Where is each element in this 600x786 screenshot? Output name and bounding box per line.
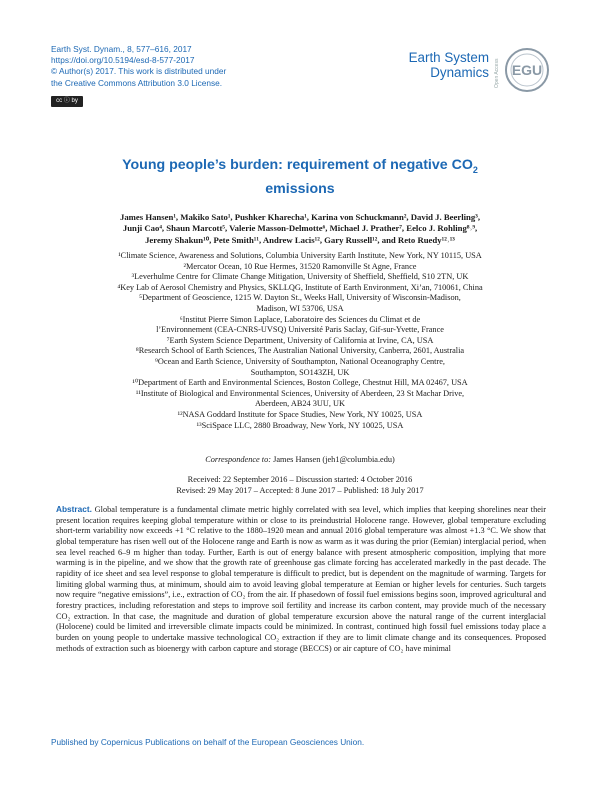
affiliation-line: ⁹Ocean and Earth Science, University of Southampton, National Oceanography Centre,: [155, 356, 445, 366]
author-line: James Hansen¹, Makiko Sato¹, Pushker Kharecha¹, Karina von Schuckmann², David J. Beerling³,: [119, 212, 480, 222]
affiliation-line: Madison, WI 53706, USA: [256, 303, 344, 313]
copyright-line: © Author(s) 2017. This work is distributed under: [51, 66, 227, 77]
affiliation-line: l’Environnement (CEA-CNRS-UVSQ) Université Paris Saclay, Gif-sur-Yvette, France: [156, 325, 444, 335]
journal-logo: [393, 40, 553, 102]
affiliation-line: ¹¹Institute of Biological and Environmental Sciences, University of Aberdeen, 23 St Machar Drive,: [135, 388, 465, 398]
egu-text: EGU: [511, 62, 543, 78]
affiliation-line: ¹²NASA Goddard Institute for Space Studies, New York, NY 10025, USA: [177, 409, 423, 419]
affiliation-line: ⁵Department of Geoscience, 1215 W. Dayton St., Weeks Hall, University of Wisconsin-Madison,: [139, 293, 461, 303]
publication-dates: [56, 475, 544, 496]
abstract: [56, 504, 546, 654]
article-header: [51, 44, 226, 89]
paper-title: Young people’s burden: requirement of negative $CO_2$ emissions: [122, 157, 478, 197]
affiliation-line: Southampton, SO143ZH, UK: [250, 367, 350, 377]
doi-link[interactable]: https://doi.org/10.5194/esd-8-577-2017: [51, 55, 195, 66]
author-line: Jeremy Shakun¹⁰, Pete Smith¹¹, Andrew Lacis¹², Gary Russell¹², and Reto Ruedy¹²˒¹³: [145, 234, 455, 245]
citation: Earth Syst. Dynam., 8, 577–616, 2017: [51, 44, 192, 54]
correspondence: [56, 455, 544, 464]
affiliation-line: ⁶Institut Pierre Simon Laplace, Laboratoire des Sciences du Climat et de: [179, 314, 421, 324]
affiliation-line: ⁷Earth System Science Department, University of California at Irvine, CA, USA: [166, 335, 434, 345]
dates-line: Received: 22 September 2016 – Discussion started: 4 October 2016: [187, 475, 413, 484]
correspondence-email[interactable]: James Hansen (jeh1@columbia.edu): [273, 455, 395, 464]
publisher-footer: Published by Copernicus Publications on behalf of the European Geosciences Union.: [51, 737, 365, 747]
affiliations: [56, 251, 544, 431]
author-line: Junji Cao⁴, Shaun Marcott⁵, Valerie Masson-Delmotte⁶, Michael J. Prather⁷, Eelco J. Rohling⁸˒⁹,: [122, 223, 478, 234]
correspondence-label: Correspondence to:: [205, 455, 272, 464]
affiliation-line: ¹³SciSpace LLC, 2880 Broadway, New York, NY 10025, USA: [196, 420, 404, 430]
license-line: the Creative Commons Attribution 3.0 License.: [51, 77, 223, 88]
affiliation-line: ³Leverhulme Centre for Climate Change Mitigation, University of Sheffield, Sheffield, S10 2TN, UK: [131, 272, 469, 282]
open-access-label: Open Access: [494, 58, 500, 88]
cc-by-license-icon[interactable]: cc ⓘ by: [51, 96, 83, 107]
abstract-text: Global temperature is a fundamental climate metric highly correlated with sea level, which implies that keeping shorelines near their present location requires keeping global temperature within or close to its preindustrial Holocene range. However, global temperature excluding short-term variability now exceeds +1 °C relative to the 1880–1920 mean and annual 2016 global temperature was almost +1.3 °C. We show that global temperature has risen well out of the Holocene range and Earth is now as warm as it was during the prior (Eemian) interglacial period, when sea level reached 6–9 m higher than today. Further, Earth is out of energy balance with present atmospheric composition, implying that more warming is in the pipeline, and we show that the growth rate of greenhouse gas climate forcing has accelerated markedly in the past decade. The rapidity of ice sheet and sea level response to global temperature is difficult to predict, but is dependent on the magnitude of warming. Targets for limiting global warming thus, at minimum, should aim to avoid leaving global temperature at Eemian or higher levels for centuries. Such targets now require “negative emissions”, i.e., extraction of CO₂ from the air. If phasedown of fossil fuel emissions begins soon, improved agricultural and forestry practices, including reforestation and steps to improve soil fertility and increase its carbon content, may provide much of the necessary CO₂ extraction. In that case, the magnitude and duration of global temperature excursion above the natural range of the current interglacial (Holocene) could be limited and irreversible climate impacts could be minimized. In contrast, continued high fossil fuel emissions today place a burden on young people to undertake massive technological CO₂ extraction if they are to limit climate change and its consequences. Proposed methods of extraction such as bioenergy with carbon capture and storage (BECCS) or air capture of CO₂ have minimal: [56, 505, 546, 653]
dates-line: Revised: 29 May 2017 – Accepted: 8 June 2017 – Published: 18 July 2017: [176, 485, 424, 495]
affiliation-line: ⁴Key Lab of Aerosol Chemistry and Physics, SKLLQG, Institute of Earth Environment, Xi’an, 710061, China: [117, 282, 483, 292]
egu-logo-icon: [503, 46, 551, 94]
affiliation-line: ⁸Research School of Earth Sciences, The Australian National University, Canberra, 2601, Australia: [135, 346, 465, 356]
affiliation-line: Aberdeen, AB24 3UU, UK: [254, 399, 346, 409]
journal-name: Earth System Dynamics: [408, 50, 489, 80]
author-list: [56, 212, 544, 246]
affiliation-line: ¹⁰Department of Earth and Environmental Sciences, Boston College, Chestnut Hill, MA 02467, USA: [132, 378, 468, 388]
abstract-label: Abstract.: [56, 504, 92, 514]
affiliation-line: ¹Climate Science, Awareness and Solutions, Columbia University Earth Institute, New York, NY 10115, USA: [118, 251, 482, 260]
affiliation-line: ²Mercator Ocean, 10 Rue Hermes, 31520 Ramonville St Agne, France: [183, 261, 417, 271]
